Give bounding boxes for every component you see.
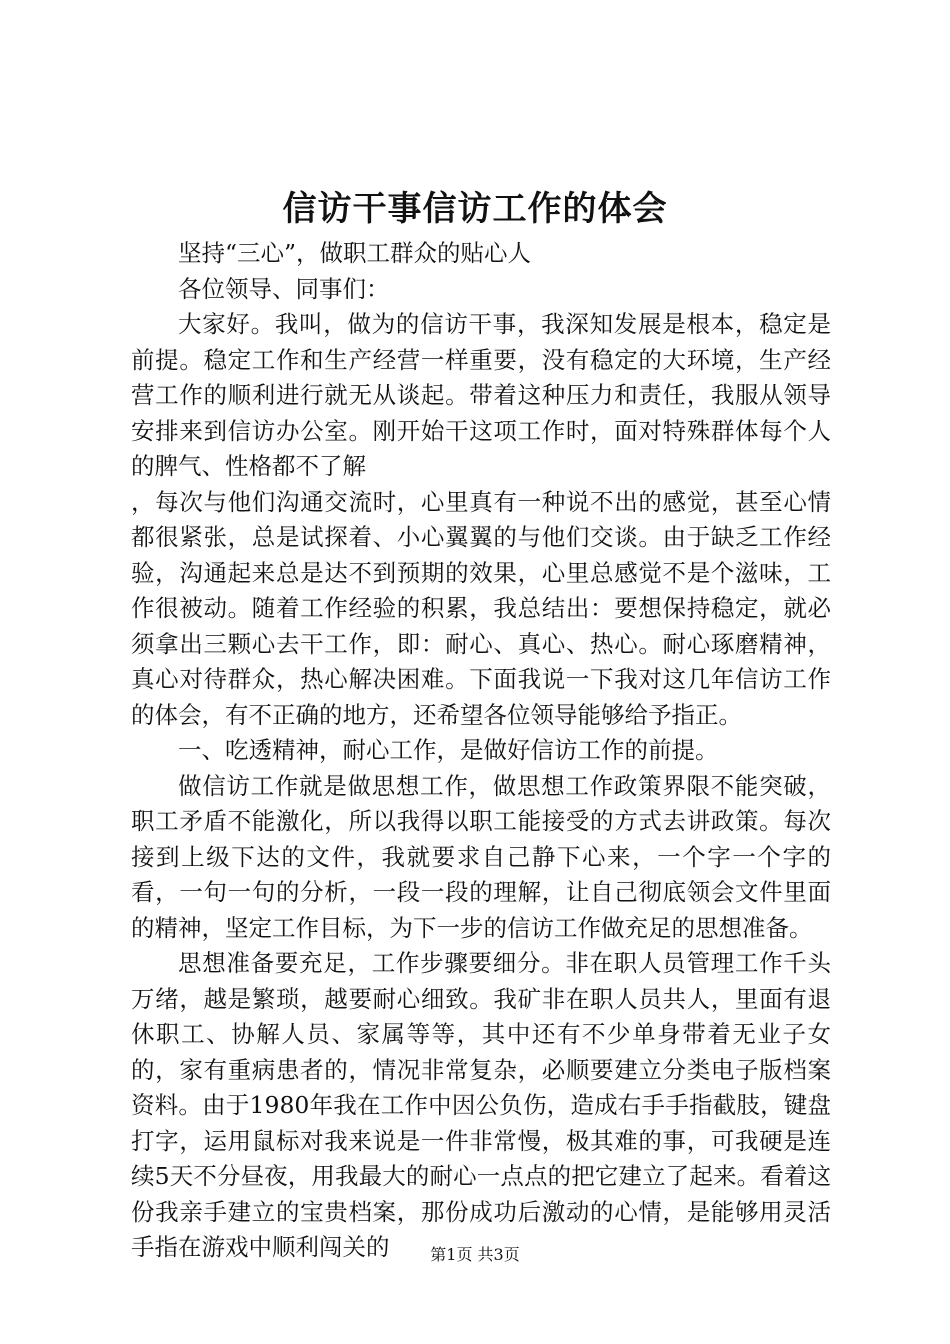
- paragraph-continuation: ，每次与他们沟通交流时，心里真有一种说不出的感觉，甚至心情都很紧张，总是试探着、小心翼翼的与他们交谈。由于缺乏工作经验，沟通起来总是达不到预期的效果，心里总感觉不是个滋味，工作很被动。随着工作经验的积累，我总结出：要想保持稳定，就必须拿出三颗心去干工作，即：耐心、真心、热心。耐心琢磨精神，真心对待群众，热心解决困难。下面我说一下我对这几年信访工作的体会，有不正确的地方，还希望各位领导能够给予指正。: [131, 487, 831, 729]
- document-title: 信访干事信访工作的体会: [282, 189, 668, 229]
- paragraph-section-1: 做信访工作就是做思想工作，做思想工作政策界限不能突破，职工矛盾不能激化，所以我得以职工能接受的方式去讲政策。每次接到上级下达的文件，我就要求自己静下心来，一个字一个字的看，一句一句的分析，一段一段的理解，让自己彻底领会文件里面的精神，坚定工作目标，为下一步的信访工作做充足的思想准备。: [131, 771, 831, 942]
- section-heading-1: 一、吃透精神，耐心工作，是做好信访工作的前提。: [178, 736, 719, 764]
- paragraph-intro: 大家好。我叫，做为的信访干事，我深知发展是根本，稳定是前提。稳定工作和生产经营一样重要，没有稳定的大环境，生产经营工作的顺利进行就无从谈起。带着这种压力和责任，我服从领导安排来到信访办公室。刚开始干这项工作时，面对特殊群体每个人的脾气、性格都不了解: [131, 310, 831, 480]
- document-body: [131, 236, 831, 1266]
- paragraph-section-1-detail: 思想准备要充足，工作步骤要细分。非在职人员管理工作千头万绪，越是繁琐，越要耐心细致。我矿非在职人员共人，里面有退休职工、协解人员、家属等等，其中还有不少单身带着无业子女的，家有重病患者的，情况非常复杂，必顺要建立分类电子版档案资料。由于1980年我在工作中因公负伤，造成右手手指截肢，键盘打字，运用鼠标对我来说是一件非常慢，极其难的事，可我硬是连续5天不分昼夜，用我最大的耐心一点点的把它建立了起来。看着这份我亲手建立的宝贵档案，那份成功后激动的心情，是能够用灵活手指在游戏中顺利闯关的: [131, 949, 831, 1261]
- paragraph-salutation: 各位领导、同事们：: [178, 274, 390, 303]
- paragraph-subtitle: 坚持“三心”，做职工群众的贴心人: [178, 239, 532, 267]
- page-number-footer: 第1页 共3页: [430, 1245, 520, 1264]
